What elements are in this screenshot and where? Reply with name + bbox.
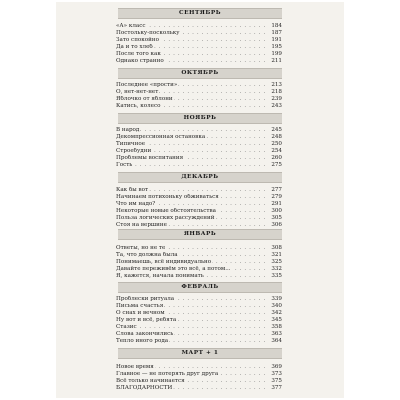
toc-entry [116, 201, 282, 208]
toc-entry-title: Гость [116, 162, 133, 168]
toc-entry-title: Как бы вот [116, 187, 149, 193]
toc-entry [116, 266, 282, 273]
toc-entry-title: БЛАГОДАРНОСТИ [116, 385, 173, 391]
toc-entry-page: 340 [266, 303, 282, 310]
toc-entry [116, 273, 282, 280]
toc-entry-page: 184 [266, 23, 282, 30]
toc-entry-title: Некоторые новые обстоятельства [116, 208, 216, 214]
toc-entry-page: 275 [266, 162, 282, 169]
toc-entry-title: Проблески ритуала [116, 296, 175, 302]
section-title: ФЕВРАЛЬ [181, 284, 219, 290]
toc-entry-page: 335 [266, 273, 282, 280]
toc-entry [116, 37, 282, 44]
toc-entry-page: 325 [266, 259, 282, 266]
toc-entry-page: 243 [266, 103, 282, 110]
toc-entry-page: 377 [266, 385, 282, 392]
toc-entry-title: Я, кажется, начала понимать [116, 273, 204, 279]
toc-entry-page: 239 [266, 96, 282, 103]
toc-entry-title: Проблемы воспитания [116, 155, 184, 161]
toc-entry [116, 96, 282, 103]
toc-entry-page: 321 [266, 252, 282, 259]
toc-entry-title: Начинаем потихоньку обживаться [116, 194, 219, 200]
section-title: ЯНВАРЬ [183, 231, 217, 237]
toc-entry [116, 378, 282, 385]
toc-entry [116, 331, 282, 338]
toc-entry-page: 305 [266, 215, 282, 222]
section-title: СЕНТЯБРЬ [178, 10, 222, 16]
toc-entry-page: 199 [266, 51, 282, 58]
toc-entry-title: Понимаешь, всё индивидуально [116, 259, 212, 265]
toc-entry [116, 303, 282, 310]
toc-entry [116, 134, 282, 141]
toc-entry-page: 339 [266, 296, 282, 303]
toc-entry-title: Всё только начинается [116, 378, 185, 384]
toc-entry-title: О снах и вечном [116, 310, 165, 316]
toc-entry-title: Постольку-поскольку [116, 30, 180, 36]
toc-entry-page: 364 [266, 338, 282, 345]
toc-entry [116, 245, 282, 252]
toc-entry-title: Ну вот и всё, ребята [116, 317, 177, 323]
toc-entry-page: 187 [266, 30, 282, 37]
toc-entry-title: Главное — не потерять друг друга [116, 371, 219, 377]
toc-entry-title: Катись, колесо [116, 103, 161, 109]
toc-entry-page: 245 [266, 127, 282, 134]
section-title: МАРТ + 1 [181, 350, 219, 356]
section-title: НОЯБРЬ [183, 115, 217, 121]
toc-entry [116, 148, 282, 155]
section-title: ОКТЯБРЬ [181, 70, 219, 76]
toc-entry-title: Яблочко от яблони [116, 96, 173, 102]
toc-entry-page: 373 [266, 371, 282, 378]
toc-entry-page: 375 [266, 378, 282, 385]
toc-entry-page: 363 [266, 331, 282, 338]
toc-entry-page: 308 [266, 245, 282, 252]
toc-entry [116, 82, 282, 89]
toc-entry [116, 310, 282, 317]
toc-entry-title: Тепло иного рода [116, 338, 169, 344]
toc-entry [116, 208, 282, 215]
toc-entry-title: Последнее «прости» [116, 82, 178, 88]
toc-entry [116, 259, 282, 266]
toc-entry [116, 324, 282, 331]
toc-entry-title: Зато спокойно [116, 37, 159, 43]
toc-entry-page: 291 [266, 201, 282, 208]
toc-entry-title: Новое время [116, 364, 154, 370]
toc-entry [116, 222, 282, 229]
toc-entry-page: 191 [266, 37, 282, 44]
toc-entry [116, 338, 282, 345]
book-page [56, 2, 344, 398]
toc-entry-title: О, нет-нет-нет [116, 89, 159, 95]
toc-entry-page: 213 [266, 82, 282, 89]
toc-entry-page: 260 [266, 155, 282, 162]
toc-entry [116, 58, 282, 65]
toc-entry-page: 218 [266, 89, 282, 96]
toc-entry [116, 252, 282, 259]
toc-entry [116, 103, 282, 110]
toc-entry-title: Типичное [116, 141, 146, 147]
toc-entry-page: 211 [266, 58, 282, 65]
toc-entry [116, 317, 282, 324]
toc-entry-page: 345 [266, 317, 282, 324]
toc-entry [116, 127, 282, 134]
toc-entry-page: 254 [266, 148, 282, 155]
toc-entry-title: Письма счастья [116, 303, 164, 309]
toc-entry-title: После того как [116, 51, 161, 57]
toc-entry [116, 30, 282, 37]
toc-entry-title: Да и то хлеб [116, 44, 153, 50]
toc-entry-title: Однако странно [116, 58, 164, 64]
toc-entry [116, 385, 282, 392]
toc-entry-title: Что им надо? [116, 201, 156, 207]
toc-entry-page: 306 [266, 222, 282, 229]
section-title: ДЕКАБРЬ [181, 174, 219, 180]
toc-entry-page: 250 [266, 141, 282, 148]
toc-entry-page: 300 [266, 208, 282, 215]
toc-entry-title: Та, что должна была [116, 252, 178, 258]
toc-entry-title: Ответы, но не те [116, 245, 166, 251]
toc-entry [116, 296, 282, 303]
toc-entry [116, 89, 282, 96]
toc-entry-page: 248 [266, 134, 282, 141]
toc-entry [116, 23, 282, 30]
toc-entry-title: Строебудни [116, 148, 152, 154]
toc-entry-page: 332 [266, 266, 282, 273]
toc-entry-title: Слова закончились [116, 331, 174, 337]
toc-entry-title: Декомпрессионная остановка [116, 134, 206, 140]
toc-entry-page: 279 [266, 194, 282, 201]
toc-entry [116, 215, 282, 222]
toc-entry [116, 155, 282, 162]
toc-entry-page: 195 [266, 44, 282, 51]
toc-entry-title: Давайте переживём это всё, а потом... [116, 266, 231, 272]
toc-entry-title: Польза логических рассуждений [116, 215, 215, 221]
toc-entry [116, 187, 282, 194]
toc-entry-title: Стазис [116, 324, 137, 330]
toc-entry-title: «А» класс [116, 23, 146, 29]
toc-entry-title: В народ [116, 127, 140, 133]
toc-entry [116, 364, 282, 371]
toc-entry-title: Стоя на вершине [116, 222, 167, 228]
toc-entry-page: 277 [266, 187, 282, 194]
toc-entry [116, 44, 282, 51]
toc-entry-page: 369 [266, 364, 282, 371]
toc-entry [116, 51, 282, 58]
toc-entry [116, 371, 282, 378]
toc-entry [116, 194, 282, 201]
toc-entry [116, 141, 282, 148]
toc-entry-page: 358 [266, 324, 282, 331]
toc-entry [116, 162, 282, 169]
toc-entry-page: 342 [266, 310, 282, 317]
